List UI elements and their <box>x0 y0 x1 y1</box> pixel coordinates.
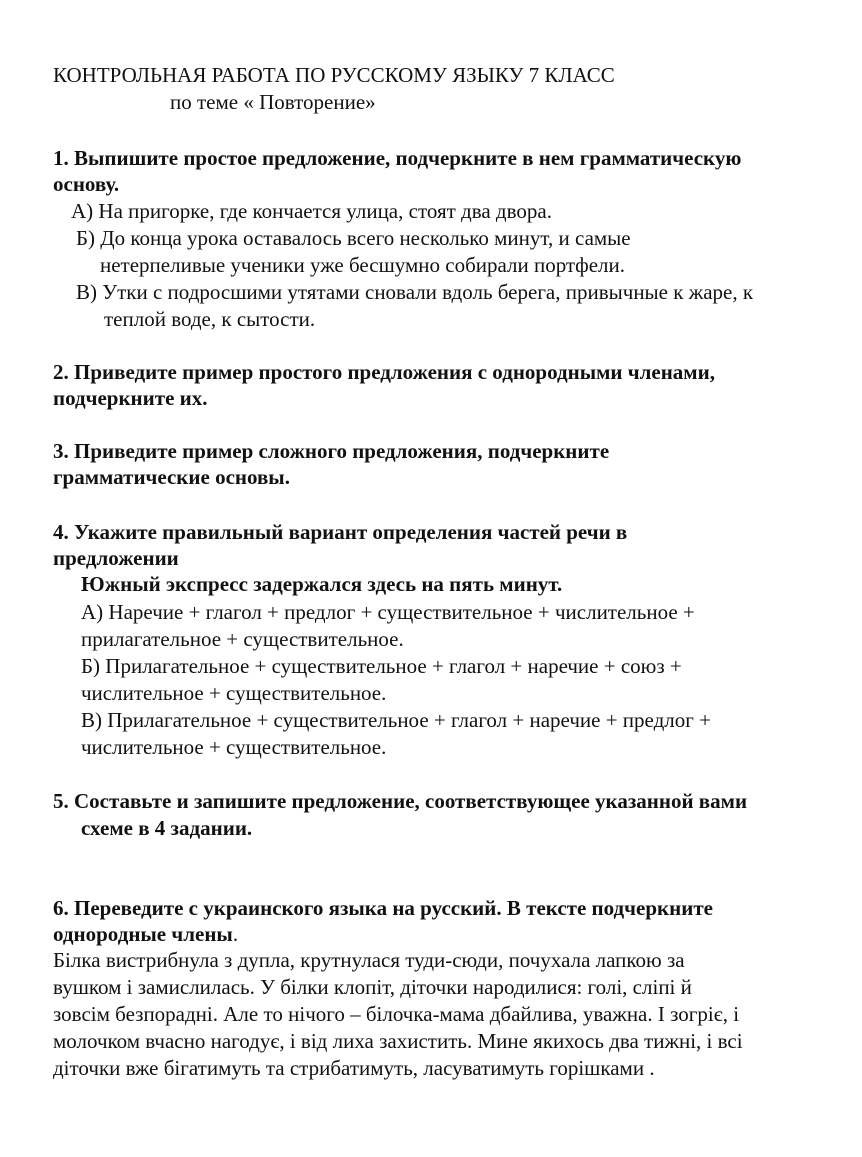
task6-text-line3: зовсім безпорадні. Але то нічого – білочка-мама дбайлива, уважна. І зогріє, і <box>53 1002 740 1026</box>
document-subtitle: по теме « Повторение» <box>170 90 376 114</box>
task1-option-c-line2: теплой воде, к сытости. <box>104 307 316 331</box>
task2-question-line1: 2. Приведите пример простого предложения с однородными членами, <box>53 360 715 384</box>
document-title: КОНТРОЛЬНАЯ РАБОТА ПО РУССКОМУ ЯЗЫКУ 7 КЛАСС <box>53 63 615 87</box>
task1-option-b-line1: Б) До конца урока оставалось всего несколько минут, и самые <box>76 226 631 250</box>
task6-text-line5: діточки вже бігатимуть та стрибатимуть, ласуватимуть горішками . <box>53 1056 655 1080</box>
task4-option-a-line2: прилагательное + существительное. <box>81 627 404 651</box>
task2-question-line2: подчеркните их. <box>53 386 208 410</box>
task4-question-line2: предложении <box>53 546 179 570</box>
task6-text-line4: молочком вчасно нагодує, і від лиха захистить. Мине якихось два тижні, і всі <box>53 1029 743 1053</box>
task6-question-line2 <box>53 921 238 947</box>
task1-question-line2: основу. <box>53 172 120 196</box>
task4-sentence: Южный экспресс задержался здесь на пять минут. <box>81 572 563 596</box>
task3-question-line1: 3. Приведите пример сложного предложения, подчеркните <box>53 439 610 463</box>
task5-question-line1: 5. Составьте и запишите предложение, соответствующее указанной вами <box>53 789 748 813</box>
task6-question-line2-period: . <box>232 922 239 946</box>
task4-option-b-line2: числительное + существительное. <box>81 681 387 705</box>
task4-option-b-line1: Б) Прилагательное + существительное + глагол + наречие + союз + <box>81 654 682 678</box>
task1-option-c-line1: В) Утки с подросшими утятами сновали вдоль берега, привычные к жаре, к <box>76 280 754 304</box>
task6-text-line2: вушком і замислилась. У білки клопіт, діточки народилися: голі, сліпі й <box>53 975 692 999</box>
task6-question-line2-text: однородные члены <box>53 922 233 946</box>
task4-option-c-line2: числительное + существительное. <box>81 735 387 759</box>
task1-option-a: А) На пригорке, где кончается улица, стоят два двора. <box>71 199 552 223</box>
task6-question-line1: 6. Переведите с украинского языка на русский. В тексте подчеркните <box>53 896 713 920</box>
task4-question-line1: 4. Укажите правильный вариант определения частей речи в <box>53 520 628 544</box>
task6-text-line1: Білка вистрибнула з дупла, крутнулася туди-сюди, почухала лапкою за <box>53 948 685 972</box>
task4-option-a-line1: А) Наречие + глагол + предлог + существительное + числительное + <box>81 600 695 624</box>
task1-question-line1: 1. Выпишите простое предложение, подчеркните в нем грамматическую <box>53 146 742 170</box>
task3-question-line2: грамматические основы. <box>53 465 290 489</box>
task1-option-b-line2: нетерпеливые ученики уже бесшумно собирали портфели. <box>100 253 625 277</box>
task5-question-line2: схеме в 4 задании. <box>81 816 253 840</box>
task4-option-c-line1: В) Прилагательное + существительное + глагол + наречие + предлог + <box>81 708 711 732</box>
